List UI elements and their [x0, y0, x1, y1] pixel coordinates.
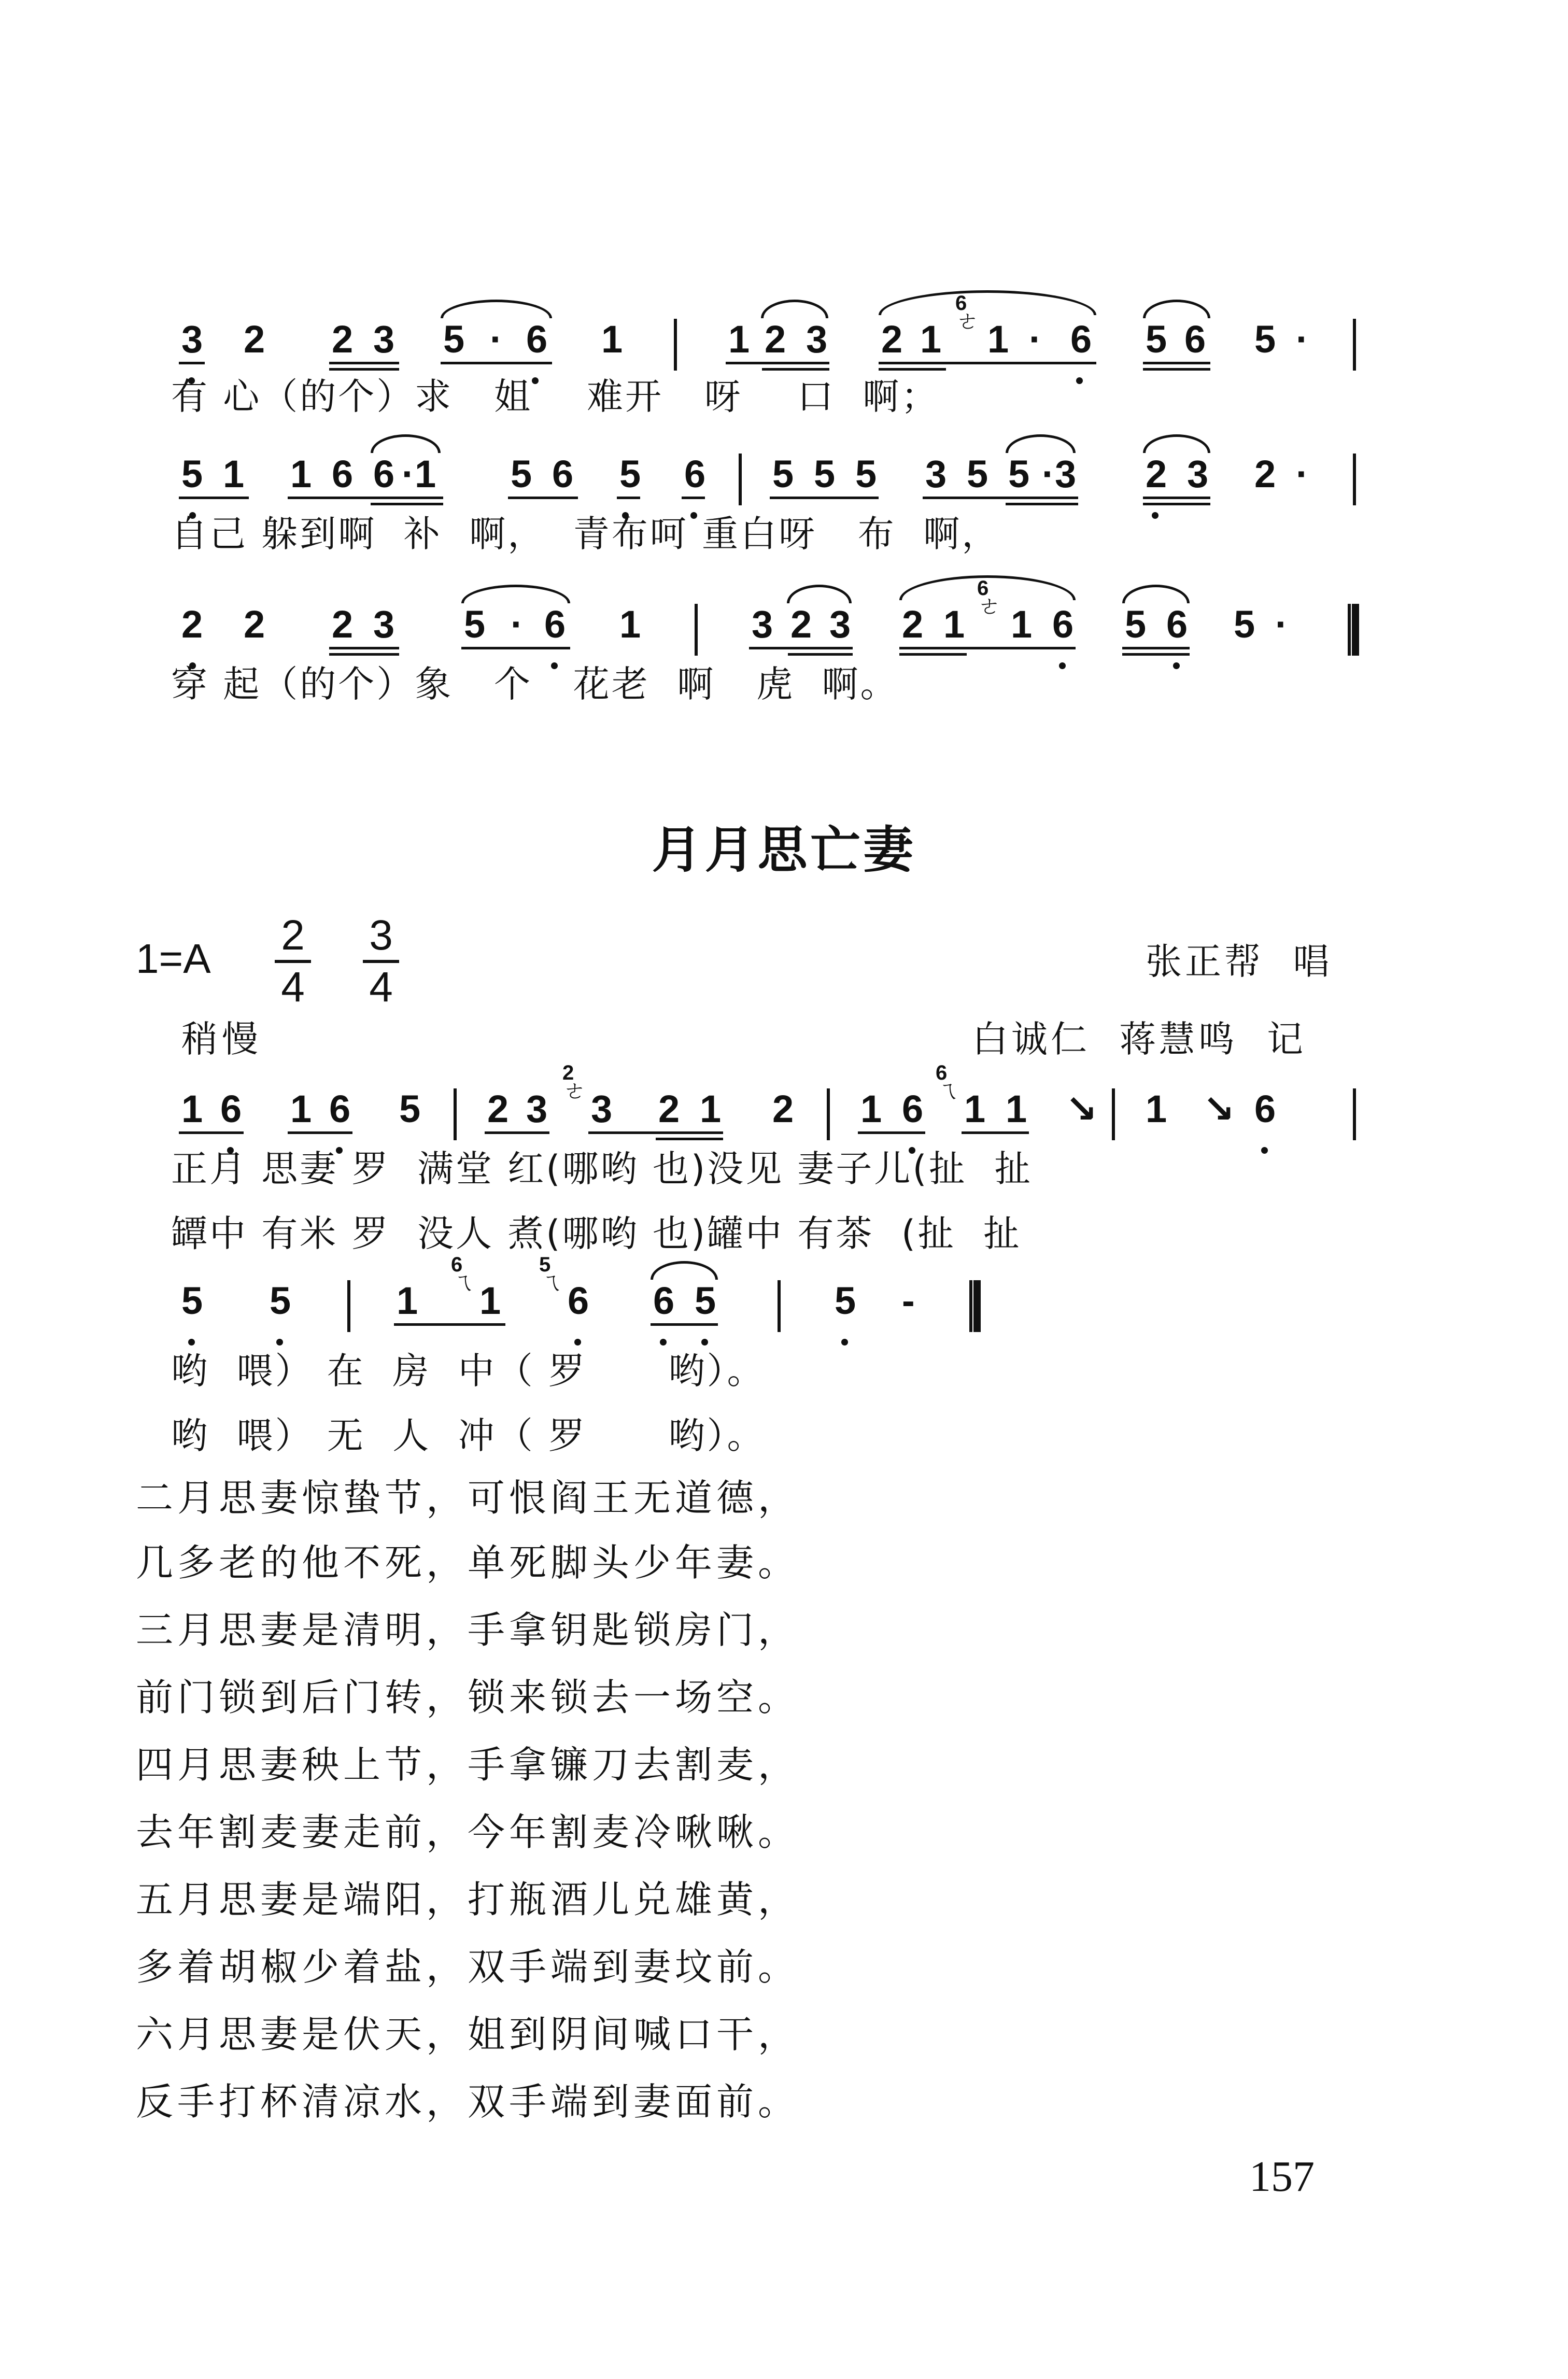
note: 5 — [1254, 318, 1276, 361]
underline — [461, 647, 570, 649]
note: 6 — [220, 1087, 242, 1130]
meter-numerator: 3 — [369, 912, 393, 959]
meter-line — [363, 960, 399, 963]
note: · — [1296, 452, 1309, 495]
grace-mark: ㄟ — [540, 1269, 563, 1296]
note: 6 — [329, 1087, 351, 1130]
octave-dot — [701, 1339, 708, 1346]
note: 6 — [1070, 318, 1092, 361]
underline — [770, 497, 879, 499]
octave-dot — [1076, 377, 1083, 384]
note: 2 — [487, 1087, 509, 1130]
note: 3 — [591, 1087, 613, 1130]
underline — [329, 368, 399, 371]
note: 2 — [244, 603, 265, 646]
note: · — [1296, 318, 1309, 361]
meter-line — [275, 960, 311, 963]
time-signature — [275, 912, 311, 1011]
octave-dot — [574, 1339, 581, 1346]
note: 5 — [399, 1087, 421, 1130]
grace-mark: ㄜ — [563, 1078, 586, 1104]
verse-line: 四月思妻秧上节，手拿镰刀去割麦， — [136, 1743, 800, 1787]
note: 3 — [181, 318, 203, 361]
lyrics-verse1: 正月 思妻 罗 满堂 红(哪哟 也)没见 妻子儿(扯 扯 — [171, 1148, 1033, 1190]
verse-line: 多着胡椒少着盐，双手端到妻坟前。 — [136, 1945, 800, 1989]
final-barline — [1348, 604, 1359, 656]
barline — [454, 1088, 457, 1140]
note: 2 — [332, 318, 354, 361]
underline — [179, 1131, 244, 1134]
barline — [1112, 1088, 1115, 1140]
note: 5 — [619, 452, 641, 495]
note: 6 — [544, 603, 566, 646]
underline — [288, 1131, 352, 1134]
note: 6 — [373, 452, 395, 495]
note: 5 — [835, 1279, 856, 1322]
time-signature — [363, 912, 399, 1011]
note: 5 — [270, 1279, 291, 1322]
lyrics-verse2: 罈中 有米 罗 没人 煮(哪哟 也)罐中 有茶 (扯 扯 — [171, 1212, 1022, 1255]
verse-line: 六月思妻是伏天，姐到阴间喊口干， — [136, 2013, 800, 2056]
note: 5 — [1125, 603, 1147, 646]
note: 5 — [1146, 318, 1167, 361]
slur — [761, 300, 828, 318]
note: 5 — [181, 1279, 203, 1322]
note: · — [1275, 603, 1288, 646]
note: 6 — [568, 1279, 589, 1322]
singer-credit: 张正帮 唱 — [1146, 940, 1333, 983]
verse-line: 反手打杯清凉水，双手端到妻面前。 — [136, 2080, 800, 2123]
note: 1 — [1146, 1087, 1167, 1130]
note: 2 — [765, 318, 786, 361]
note: 3 — [752, 603, 773, 646]
note: · — [490, 318, 503, 361]
underline — [762, 368, 829, 371]
underline — [749, 647, 853, 649]
barline — [739, 454, 742, 505]
octave-dot — [660, 1339, 667, 1346]
note: 2 — [332, 603, 354, 646]
note: 6 — [1254, 1087, 1276, 1130]
underline — [899, 647, 1076, 649]
underline — [617, 497, 640, 499]
barline — [695, 604, 698, 656]
key-signature: 1=A — [136, 936, 211, 982]
note: 1 — [415, 452, 436, 495]
note: 5 — [967, 452, 988, 495]
note: 1 — [700, 1087, 722, 1130]
underline — [656, 1138, 723, 1140]
slur — [787, 585, 852, 603]
octave-dot — [1059, 662, 1066, 669]
note: 1 — [619, 603, 641, 646]
lyrics-verse2: 哟 喂） 无 人 冲（ 罗 哟）。 — [171, 1414, 766, 1457]
barline — [1353, 1088, 1356, 1140]
tempo-marking: 稍慢 — [181, 1018, 262, 1060]
note: 6 — [902, 1087, 924, 1130]
grace-note: 6 — [451, 1253, 463, 1276]
underline — [394, 1323, 505, 1326]
octave-dot — [1173, 662, 1180, 669]
note: 5 — [695, 1279, 716, 1322]
barline — [827, 1088, 830, 1140]
note: 1 — [290, 452, 312, 495]
underline — [1143, 368, 1210, 371]
grace-note: 6 — [936, 1061, 948, 1084]
note: · — [511, 603, 524, 646]
note: 1 — [1006, 1087, 1027, 1130]
note: 2 — [181, 603, 203, 646]
note: - — [902, 1279, 915, 1322]
note: 2 — [244, 318, 265, 361]
underline — [962, 1131, 1029, 1134]
underline — [1122, 653, 1190, 656]
verse-line: 二月思妻惊蛰节，可恨阎王无道德， — [136, 1476, 800, 1520]
final-barline — [969, 1280, 981, 1332]
underline — [288, 497, 443, 499]
note: 5 — [464, 603, 486, 646]
underline — [1143, 497, 1210, 499]
glide-mark: ↘ — [1203, 1087, 1235, 1130]
note: 5 — [772, 452, 794, 495]
underline — [508, 497, 578, 499]
glide-mark: ↘ — [1065, 1087, 1098, 1130]
note: 6 — [526, 318, 548, 361]
underline — [879, 368, 946, 371]
note: 6 — [332, 452, 354, 495]
barline — [1353, 454, 1356, 505]
note: 1 — [987, 318, 1009, 361]
meter-denominator: 4 — [369, 964, 393, 1011]
note: 5 — [511, 452, 532, 495]
underline — [179, 362, 205, 364]
underline — [899, 653, 967, 656]
barline — [778, 1280, 781, 1332]
note: 6 — [653, 1279, 675, 1322]
underline — [179, 497, 249, 499]
page-number: 157 — [1249, 2153, 1315, 2201]
note: 3 — [925, 452, 947, 495]
underline — [923, 497, 1078, 499]
underline — [1143, 362, 1210, 364]
octave-dot — [1261, 1147, 1268, 1154]
note: 1 — [397, 1279, 418, 1322]
lyrics: 穿 起（的个）象 个 花老 啊 虎 啊。 — [171, 663, 899, 705]
note: 5 — [181, 452, 203, 495]
slur — [371, 434, 441, 453]
note: 2 — [902, 603, 924, 646]
slur — [879, 290, 1096, 315]
verse-line: 去年割麦妻走前，今年割麦冷啾啾。 — [136, 1810, 800, 1854]
underline — [329, 362, 399, 364]
underline — [588, 1131, 723, 1134]
grace-mark: ㄜ — [956, 308, 979, 334]
note: 2 — [772, 1087, 794, 1130]
underline — [788, 653, 853, 656]
note: 1 — [181, 1087, 203, 1130]
note: 1 — [728, 318, 750, 361]
underline — [858, 1131, 925, 1134]
underline — [1006, 503, 1078, 505]
slur — [1143, 434, 1210, 453]
underline — [726, 362, 829, 364]
note: 3 — [1055, 452, 1077, 495]
note: 6 — [684, 452, 706, 495]
underline — [879, 362, 1096, 364]
note: 2 — [881, 318, 903, 361]
grace-mark: ㄜ — [978, 593, 1001, 619]
grace-note: 2 — [562, 1061, 574, 1084]
grace-note: 6 — [955, 292, 967, 315]
note: 3 — [526, 1087, 548, 1130]
note: 3 — [373, 603, 395, 646]
slur — [1006, 434, 1076, 453]
underline — [682, 497, 705, 499]
note: 1 — [601, 318, 623, 361]
note: 5 — [855, 452, 877, 495]
meter-denominator: 4 — [281, 964, 305, 1011]
note: 5 — [814, 452, 836, 495]
underline — [651, 1323, 718, 1326]
recorder-credit: 白诚仁 蒋慧鸣 记 — [972, 1018, 1307, 1060]
note: 5 — [1008, 452, 1030, 495]
underline — [1143, 503, 1210, 505]
note: · — [1029, 318, 1042, 361]
slur — [1143, 300, 1210, 318]
note: 1 — [860, 1087, 882, 1130]
slur — [461, 585, 570, 603]
underline — [329, 647, 399, 649]
note: 5 — [1234, 603, 1255, 646]
note: 1 — [223, 452, 245, 495]
octave-dot — [1152, 512, 1159, 519]
barline — [347, 1280, 350, 1332]
underline — [1122, 647, 1190, 649]
grace-note: 5 — [539, 1253, 551, 1276]
note: 2 — [790, 603, 812, 646]
note: · — [1042, 452, 1055, 495]
note: 3 — [829, 603, 851, 646]
note: 1 — [920, 318, 942, 361]
underline — [485, 1131, 549, 1134]
slur — [899, 575, 1076, 600]
note: 2 — [1146, 452, 1167, 495]
grace-note: 6 — [977, 577, 989, 600]
underline — [329, 653, 399, 656]
underline — [441, 362, 552, 364]
note: 3 — [806, 318, 828, 361]
slur — [1122, 585, 1190, 603]
note: 1 — [964, 1087, 986, 1130]
note: 3 — [1187, 452, 1209, 495]
verse-line: 三月思妻是清明，手拿钥匙锁房门， — [136, 1608, 800, 1652]
slur — [651, 1261, 718, 1280]
barline — [674, 319, 677, 371]
barline — [1353, 319, 1356, 371]
verse-line: 前门锁到后门转，锁来锁去一场空。 — [136, 1676, 800, 1719]
note: 3 — [373, 318, 395, 361]
lyrics: 自己 躲到啊 补 啊， 青布呵 重白呀 布 啊， — [171, 513, 1000, 555]
lyrics: 有 心（的个）求 姐 难开 呀 口 啊； — [171, 375, 940, 418]
note: 1 — [479, 1279, 501, 1322]
note: 6 — [1184, 318, 1206, 361]
lyrics-verse1: 哟 喂） 在 房 中（ 罗 哟）。 — [171, 1350, 766, 1392]
note: 1 — [1011, 603, 1033, 646]
slur — [441, 300, 552, 318]
note: 6 — [1052, 603, 1074, 646]
underline — [371, 503, 443, 505]
note: 5 — [443, 318, 465, 361]
song-title: 月月思亡妻 — [652, 821, 916, 879]
note: · — [402, 452, 415, 495]
grace-mark: ㄟ — [452, 1269, 475, 1296]
grace-mark: ㄟ — [937, 1078, 959, 1104]
note: 6 — [1166, 603, 1188, 646]
verse-line: 五月思妻是端阳，打瓶酒儿兑雄黄， — [136, 1878, 800, 1921]
verse-line: 几多老的他不死，单死脚头少年妻。 — [136, 1541, 800, 1584]
octave-dot — [841, 1339, 848, 1346]
note: 2 — [1254, 452, 1276, 495]
meter-numerator: 2 — [281, 912, 305, 959]
note: 2 — [658, 1087, 680, 1130]
note: 1 — [290, 1087, 312, 1130]
note: 6 — [552, 452, 574, 495]
octave-dot — [276, 1339, 283, 1346]
octave-dot — [188, 1339, 195, 1346]
note: 1 — [943, 603, 965, 646]
